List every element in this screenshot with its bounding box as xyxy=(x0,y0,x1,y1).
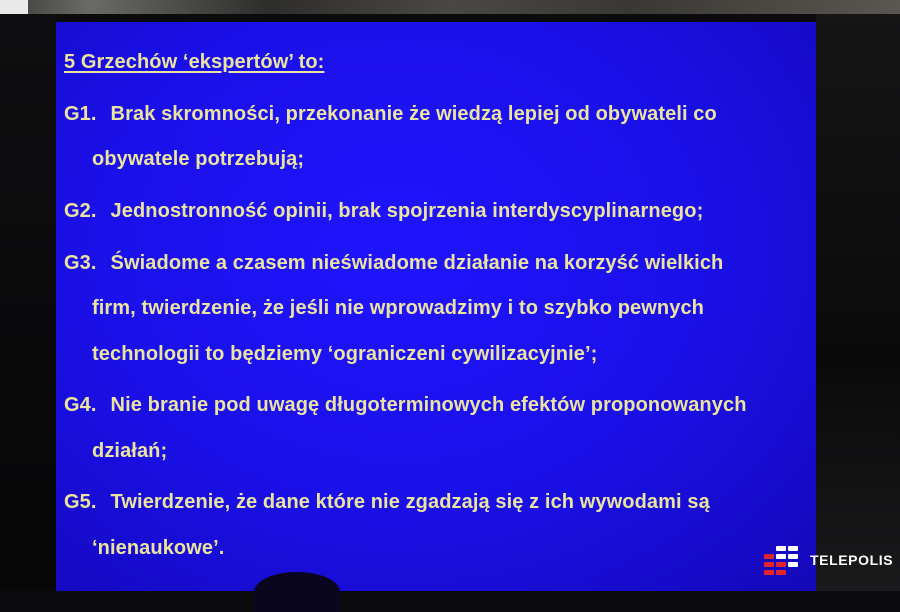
item-text: Twierdzenie, że dane które nie zgadzają się z ich wywodami są xyxy=(110,491,710,513)
top-left-light-patch xyxy=(0,0,28,14)
item-continuation: działań; xyxy=(92,440,168,462)
list-item xyxy=(64,394,747,417)
list-item xyxy=(64,491,710,514)
item-continuation: firm, twierdzenie, że jeśli nie wprowadzimy i to szybko pewnych xyxy=(92,297,705,319)
item-id: G4. xyxy=(64,394,97,416)
item-continuation: obywatele potrzebują; xyxy=(92,148,305,170)
left-dark-frame xyxy=(0,14,56,591)
list-item xyxy=(64,252,723,275)
item-continuation: technologii to będziemy ‘ograniczeni cywilizacyjnie’; xyxy=(92,343,598,365)
telepolis-watermark xyxy=(764,546,900,576)
slide-title: 5 Grzechów ‘ekspertów’ to: xyxy=(64,51,325,73)
item-id: G1. xyxy=(64,103,97,125)
item-text: Brak skromności, przekonanie że wiedzą lepiej od obywateli co xyxy=(110,103,717,125)
item-id: G3. xyxy=(64,252,97,274)
item-continuation: ‘nienaukowe’. xyxy=(92,537,225,559)
top-background-strip xyxy=(0,0,900,14)
list-item xyxy=(64,103,717,126)
slide-text xyxy=(56,22,816,591)
list-item xyxy=(64,200,703,223)
item-id: G5. xyxy=(64,491,97,513)
telepolis-logo-text: TELEPOLIS xyxy=(810,552,894,568)
projected-slide xyxy=(56,22,816,591)
telepolis-logo-icon xyxy=(764,546,800,576)
item-text: Jednostronność opinii, brak spojrzenia interdyscyplinarnego; xyxy=(110,200,704,222)
right-dark-frame xyxy=(816,14,900,591)
item-text: Nie branie pod uwagę długoterminowych efektów proponowanych xyxy=(110,394,747,416)
item-id: G2. xyxy=(64,200,97,222)
item-text: Świadome a czasem nieświadome działanie na korzyść wielkich xyxy=(110,252,724,274)
audience-head-silhouette xyxy=(254,572,340,612)
